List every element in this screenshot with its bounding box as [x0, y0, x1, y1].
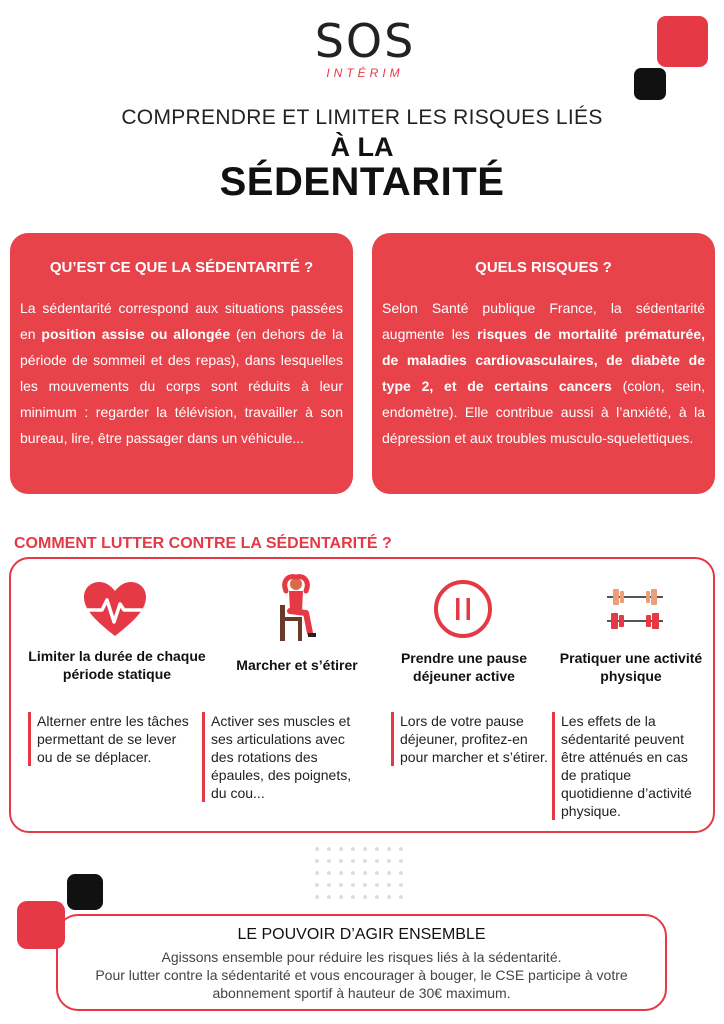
card-risks-text-1: Selon Santé publique France, la sédentarité augmente les: [382, 300, 705, 342]
pause-icon: [432, 578, 494, 640]
logo-word: SOS: [314, 14, 416, 68]
card-risks-text-2: (colon, sein, endomètre). Elle contribue aussi à l’anxiété, à la dépression et aux troubles musculo-squelettiques.: [382, 378, 705, 446]
card-what-is-text: [20, 295, 343, 451]
tip-2-text: Activer ses muscles et ses articulations avec des rotations des épaules, des poignets, du cou...: [202, 712, 369, 802]
tip-1-title: Limiter la durée de chaque période statique: [28, 648, 206, 682]
footer-box: [56, 914, 667, 1011]
title-line-1: COMPRENDRE ET LIMITER LES RISQUES LIÉS: [121, 106, 603, 129]
footer-line-3: abonnement sportif à hauteur de 30€ maximum.: [212, 985, 511, 1001]
page-title: SÉDENTARITÉ: [219, 160, 505, 204]
card-risks-title: QUELS RISQUES ?: [475, 259, 612, 276]
card-risks-text-bold: risques de mortalité prématurée, de maladies cardiovasculaires, de diabète de type 2, et de certains cancers: [382, 326, 705, 394]
card-what-is-title: QU’EST CE QUE LA SÉDENTARITÉ ?: [49, 259, 314, 276]
tip-1-text: Alterner entre les tâches permettant de se lever ou de se déplacer.: [28, 712, 189, 766]
stretching-person-icon: [272, 573, 322, 645]
tip-4-text: Les effets de la sédentarité peuvent être atténués en cas de pratique quotidienne d’activité physique.: [552, 712, 707, 820]
decor-dot-grid: [313, 845, 409, 907]
decor-red-square: [657, 16, 708, 67]
tip-2-title: Marcher et s’étirer: [236, 657, 358, 673]
decor-red-square-bottom: [17, 901, 65, 949]
footer-line-2: Pour lutter contre la sédentarité et vous encourager à bouger, le CSE participe à votre: [95, 967, 628, 983]
tip-4-title: Pratiquer une activité physique: [559, 650, 703, 684]
heart-pulse-icon: [84, 582, 146, 638]
section-heading: COMMENT LUTTER CONTRE LA SÉDENTARITÉ ?: [14, 535, 392, 552]
card-what-is-text-bold: position assise ou allongée: [41, 326, 231, 342]
footer-title: LE POUVOIR D’AGIR ENSEMBLE: [237, 926, 486, 943]
sos-interim-logo: [300, 14, 430, 86]
decor-black-square-bottom: [67, 874, 103, 910]
card-risks: [372, 233, 715, 494]
card-risks-text: [382, 295, 705, 451]
card-what-is-text-2: (en dehors de la période de sommeil et des repas), dans lesquelles les mouvements du corps sont réduits à leur minimum : regarder la télévision, travailler à son bureau, lire, être passager dans un véhicule...: [20, 326, 343, 446]
footer-line-1: Agissons ensemble pour réduire les risques liés à la sédentarité.: [161, 949, 562, 965]
card-what-is-text-1: La sédentarité correspond aux situations passées en: [20, 300, 343, 342]
dumbbells-icon: [603, 583, 667, 633]
tip-3-title: Prendre une pause déjeuner active: [400, 650, 528, 684]
card-what-is: [10, 233, 353, 494]
decor-black-square: [634, 68, 666, 100]
logo-subtitle: INTÉRIM: [326, 66, 404, 80]
tip-3-text: Lors de votre pause déjeuner, profitez-en pour marcher et s’étirer.: [391, 712, 550, 766]
title-line-2: À LA: [330, 132, 394, 162]
